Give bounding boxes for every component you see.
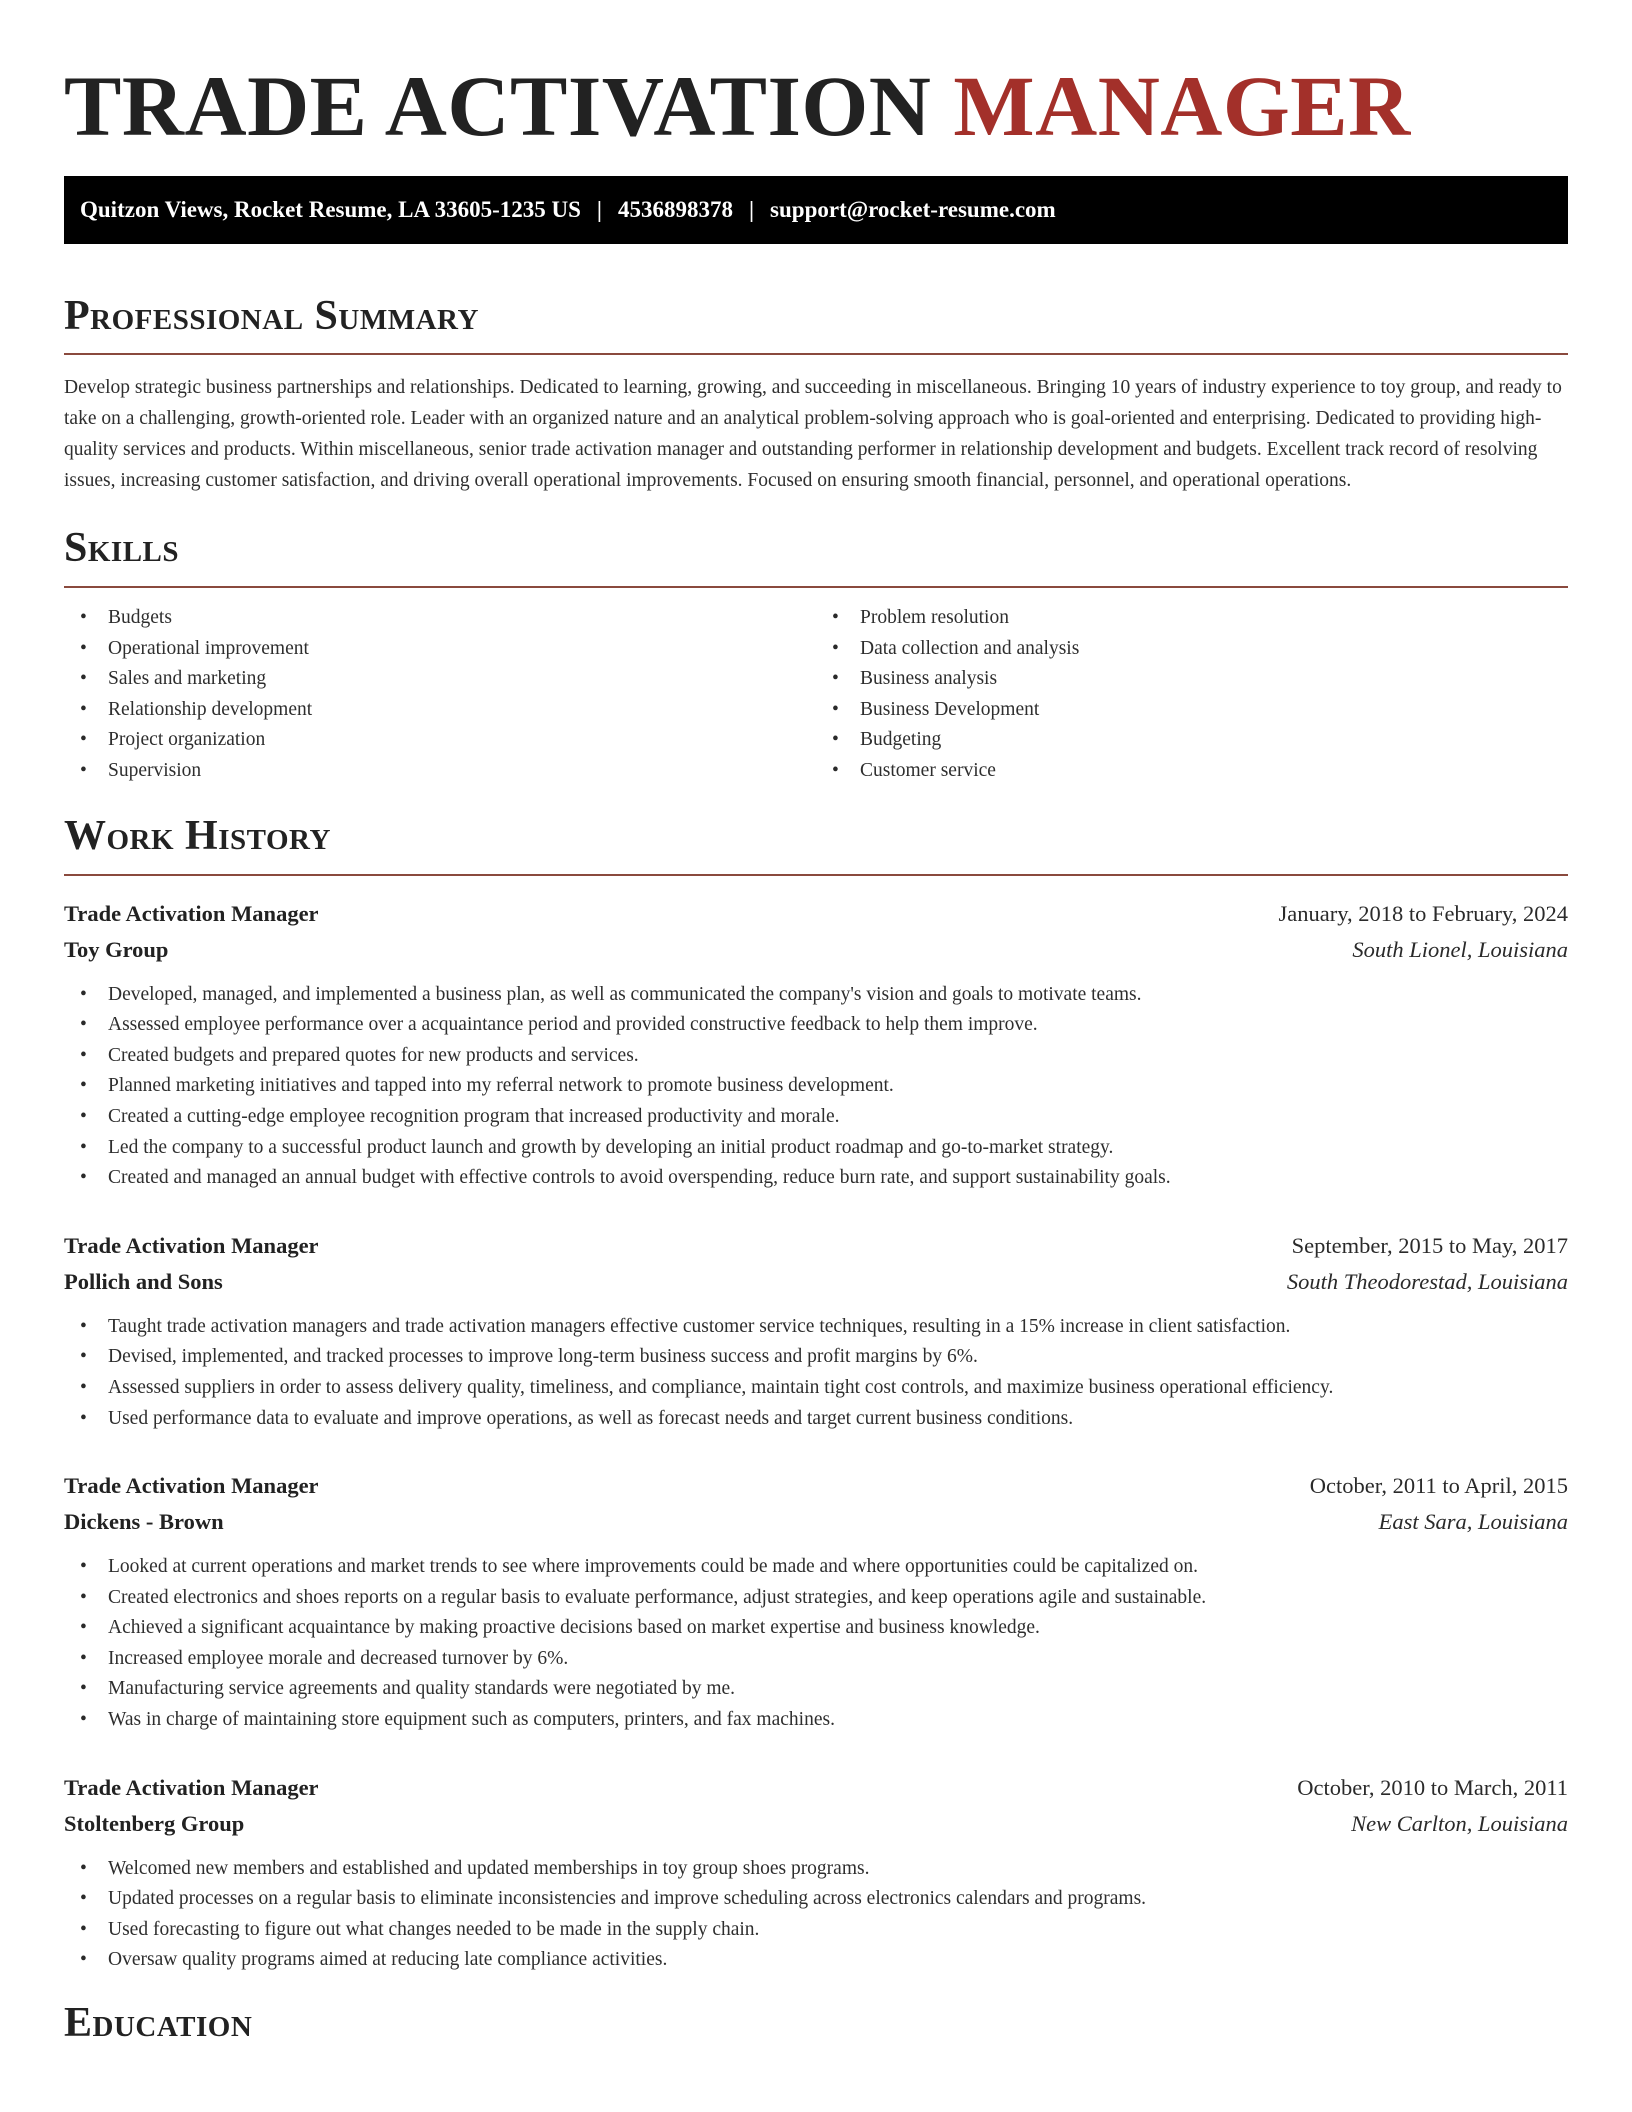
job-title: Trade Activation Manager <box>64 1774 319 1800</box>
job-bullets <box>64 980 1568 1194</box>
job-entry <box>64 1228 1568 1434</box>
contact-bar <box>64 176 1568 244</box>
job-bullet: • Was in charge of maintaining store equipment such as computers, printers, and fax machines. <box>64 1705 1568 1736</box>
job-dates: January, 2018 to February, 2024 <box>1278 900 1568 926</box>
job-bullet: • Created and managed an annual budget with effective controls to avoid overspending, reduce burn rate, and support sustainability goals. <box>64 1163 1568 1194</box>
skill-item: • Operational improvement <box>64 634 816 665</box>
job-location: South Lionel, Louisiana <box>1352 936 1568 962</box>
skill-item: • Relationship development <box>64 695 816 726</box>
job-bullet: • Welcomed new members and established and updated memberships in toy group shoes programs. <box>64 1854 1568 1885</box>
education-section <box>64 1996 1568 2050</box>
job-bullet: • Planned marketing initiatives and tapped into my referral network to promote business development. <box>64 1071 1568 1102</box>
job-header-row <box>64 1468 1568 1504</box>
job-bullet: • Achieved a significant acquaintance by making proactive decisions based on market expertise and business knowledge. <box>64 1613 1568 1644</box>
job-dates: October, 2011 to April, 2015 <box>1309 1473 1568 1499</box>
job-entry <box>64 896 1568 1194</box>
job-bullet: • Increased employee morale and decreased turnover by 6%. <box>64 1644 1568 1675</box>
skill-item: • Business Development <box>816 695 1568 726</box>
skill-item: • Budgeting <box>816 725 1568 756</box>
skill-item: • Problem resolution <box>816 603 1568 634</box>
skills-heading: Skills <box>64 525 180 571</box>
job-bullet: • Assessed employee performance over a acquaintance period and provided constructive feedback to help them improve. <box>64 1010 1568 1041</box>
job-title: Trade Activation Manager <box>64 1473 319 1499</box>
skill-item: • Business analysis <box>816 664 1568 695</box>
job-dates: October, 2010 to March, 2011 <box>1297 1774 1568 1800</box>
contact-email: support@rocket-resume.com <box>770 197 1056 222</box>
contact-address: Quitzon Views, Rocket Resume, LA 33605-1235 US <box>80 197 581 222</box>
skills-column-left <box>64 603 816 787</box>
skill-item: • Project organization <box>64 725 816 756</box>
name-accent: MANAGER <box>953 58 1411 154</box>
section-divider <box>64 586 1568 588</box>
job-company: Toy Group <box>64 936 169 962</box>
summary-heading: Professional Summary <box>64 293 479 339</box>
job-title: Trade Activation Manager <box>64 900 319 926</box>
summary-section <box>64 289 1568 496</box>
skill-item: • Data collection and analysis <box>816 634 1568 665</box>
job-location: New Carlton, Louisiana <box>1351 1810 1568 1836</box>
skills-column-right <box>816 603 1568 787</box>
summary-text: Develop strategic business partnerships and relationships. Dedicated to learning, growing, and succeeding in miscellaneous. Bringing 10 years of industry experience to toy group, and ready to take on a challenging, growth-oriented role. Leader with an organized nature and an analytical problem-solving approach who is goal-oriented and enterprising. Dedicated to providing high-quality services and products. Within miscellaneous, senior trade activation manager and outstanding performer in relationship development and budgets. Excellent track record of resolving issues, increasing customer satisfaction, and driving overall operational improvements. Focused on ensuring smooth financial, personnel, and operational operations. <box>64 377 1562 491</box>
job-dates: September, 2015 to May, 2017 <box>1291 1232 1568 1258</box>
job-bullets <box>64 1312 1568 1434</box>
job-location: East Sara, Louisiana <box>1378 1509 1568 1535</box>
job-company-row <box>64 1264 1568 1300</box>
contact-phone: 4536898378 <box>617 197 733 222</box>
job-bullet: • Used performance data to evaluate and improve operations, as well as forecast needs and target current business conditions. <box>64 1404 1568 1435</box>
job-company: Dickens - Brown <box>64 1509 224 1535</box>
job-header-row <box>64 1770 1568 1806</box>
job-bullet: • Devised, implemented, and tracked processes to improve long-term business success and profit margins by 6%. <box>64 1342 1568 1373</box>
work-history-section <box>64 809 1568 1976</box>
education-heading: Education <box>64 2000 253 2047</box>
job-company: Stoltenberg Group <box>64 1810 245 1836</box>
job-bullet: • Created budgets and prepared quotes for new products and services. <box>64 1041 1568 1072</box>
skill-item: • Sales and marketing <box>64 664 816 695</box>
job-bullet: • Updated processes on a regular basis to eliminate inconsistencies and improve scheduling across electronics calendars and programs. <box>64 1884 1568 1915</box>
job-header-row <box>64 896 1568 932</box>
job-company-row <box>64 932 1568 968</box>
job-entry <box>64 1468 1568 1736</box>
job-bullet: • Created a cutting-edge employee recognition program that increased productivity and morale. <box>64 1102 1568 1133</box>
job-company-row <box>64 1806 1568 1842</box>
work-history-heading: Work History <box>64 812 331 859</box>
skill-item: • Budgets <box>64 603 816 634</box>
job-bullet: • Assessed suppliers in order to assess delivery quality, timeliness, and compliance, maintain tight cost controls, and maximize business operational efficiency. <box>64 1373 1568 1404</box>
job-title: Trade Activation Manager <box>64 1232 319 1258</box>
name-primary: TRADE ACTIVATION <box>64 58 932 154</box>
job-location: South Theodorestad, Louisiana <box>1286 1268 1568 1294</box>
job-bullet: • Looked at current operations and market trends to see where improvements could be made and where opportunities could be capitalized on. <box>64 1552 1568 1583</box>
section-divider <box>64 353 1568 355</box>
job-bullet: • Developed, managed, and implemented a business plan, as well as communicated the company's vision and goals to motivate teams. <box>64 980 1568 1011</box>
job-bullets <box>64 1552 1568 1736</box>
skills-grid <box>64 603 1568 787</box>
job-bullet: • Taught trade activation managers and trade activation managers effective customer service techniques, resulting in a 15% increase in client satisfaction. <box>64 1312 1568 1343</box>
job-bullets <box>64 1854 1568 1976</box>
job-bullet: • Used forecasting to figure out what changes needed to be made in the supply chain. <box>64 1915 1568 1946</box>
contact-separator: | <box>596 197 602 222</box>
section-divider <box>64 874 1568 876</box>
job-bullet: • Led the company to a successful product launch and growth by developing an initial product roadmap and go-to-market strategy. <box>64 1133 1568 1164</box>
job-bullet: • Oversaw quality programs aimed at reducing late compliance activities. <box>64 1945 1568 1976</box>
job-entry <box>64 1770 1568 1976</box>
skill-item: • Customer service <box>816 756 1568 787</box>
job-bullet: • Created electronics and shoes reports on a regular basis to evaluate performance, adjust strategies, and keep operations agile and sustainable. <box>64 1583 1568 1614</box>
resume-name <box>64 0 1568 176</box>
skill-item: • Supervision <box>64 756 816 787</box>
contact-separator: | <box>748 197 755 222</box>
job-header-row <box>64 1228 1568 1264</box>
job-company-row <box>64 1504 1568 1540</box>
job-bullet: • Manufacturing service agreements and quality standards were negotiated by me. <box>64 1674 1568 1705</box>
skills-section <box>64 521 1568 787</box>
job-company: Pollich and Sons <box>64 1268 223 1294</box>
